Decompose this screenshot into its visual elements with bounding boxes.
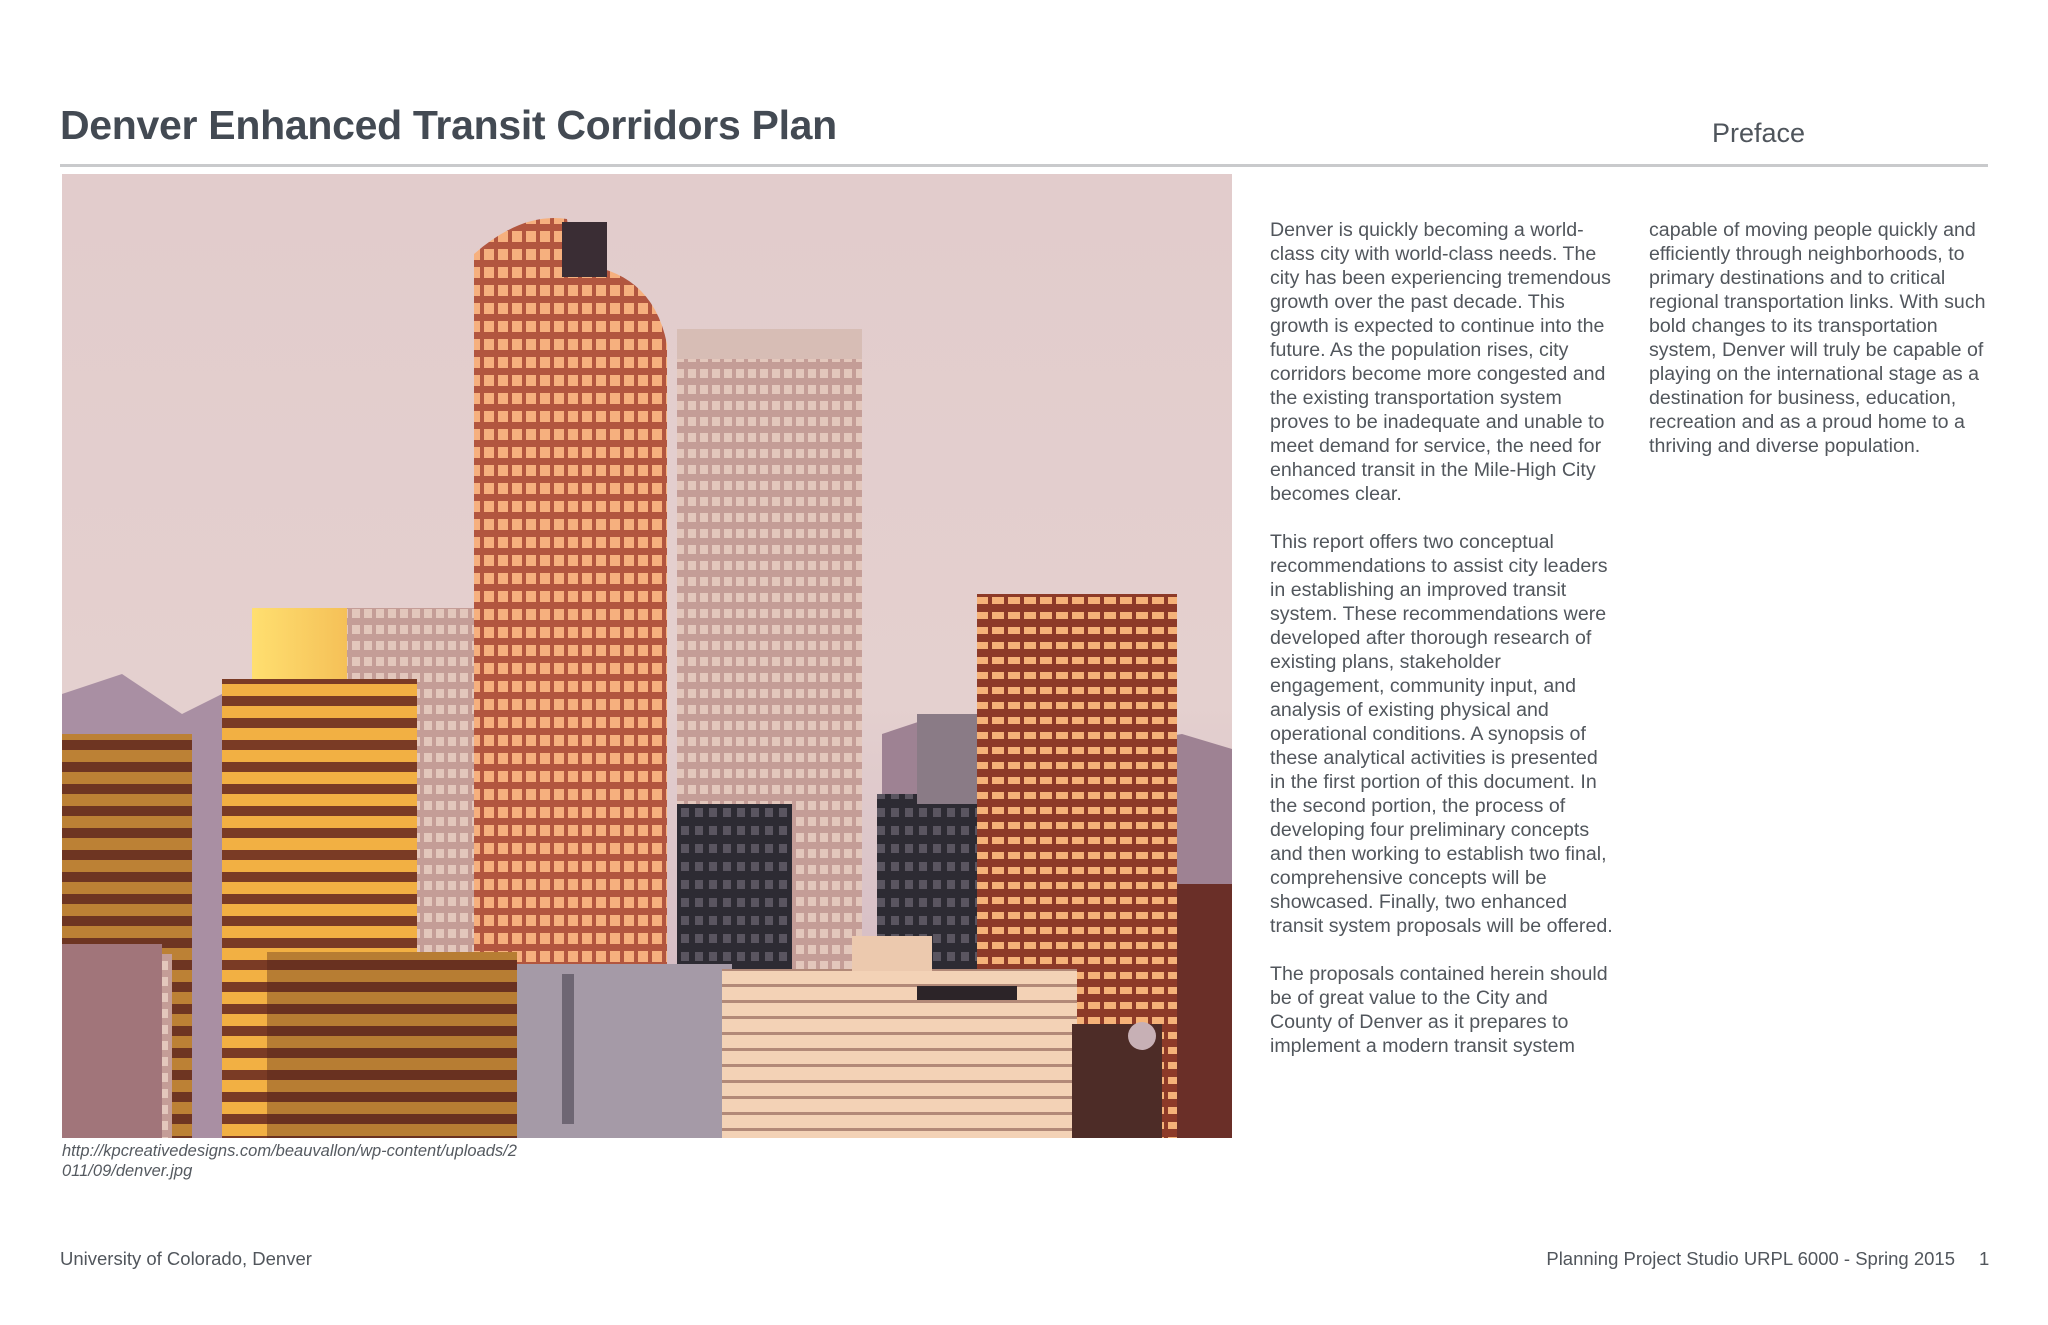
paragraph: capable of moving people quickly and efficiently through neighborhoods, to primary destinations and to critical regional transportation links. With such bold changes to its transportation system, Denver will truly be capable of playing on the international stage as a destination for business, education, recreation and as a proud home to a thriving and diverse population.	[1649, 219, 1986, 457]
skyline-photo	[62, 174, 1232, 1138]
photo-credit: http://kpcreativedesigns.com/beauvallon/wp-content/uploads/2011/09/denver.jpg	[62, 1142, 517, 1180]
header-divider	[60, 164, 1988, 167]
document-title: Denver Enhanced Transit Corridors Plan	[60, 102, 837, 148]
footer-institution: University of Colorado, Denver	[60, 1248, 312, 1269]
footer-course: Planning Project Studio URPL 6000 - Spring 2015	[1546, 1248, 1955, 1269]
section-label: Preface	[1712, 118, 1806, 148]
paragraph: The proposals contained herein should be of great value to the City and County of Denver as it prepares to implement a modern transit system	[1270, 963, 1608, 1057]
body-column-2	[1649, 218, 1994, 482]
page-number: 1	[1979, 1248, 1990, 1269]
body-column-1	[1270, 218, 1615, 1082]
paragraph: This report offers two conceptual recommendations to assist city leaders in establishing an improved transit system. These recommendations were developed after thorough research of existing plans, stakeholder engagement, community input, and analysis of existing physical and operational conditions. A synopsis of these analytical activities is presented in the first portion of this document. In the second portion, the process of developing four preliminary concepts and then working to establish two final, comprehensive concepts will be showcased. Finally, two enhanced transit system proposals will be offered.	[1270, 531, 1613, 937]
paragraph: Denver is quickly becoming a world-class city with world-class needs. The city has been experiencing tremendous growth over the past decade. This growth is expected to continue into the future. As the population rises, city corridors become more congested and the existing transportation system proves to be inadequate and unable to meet demand for service, the need for enhanced transit in the Mile-High City becomes clear.	[1270, 219, 1611, 505]
